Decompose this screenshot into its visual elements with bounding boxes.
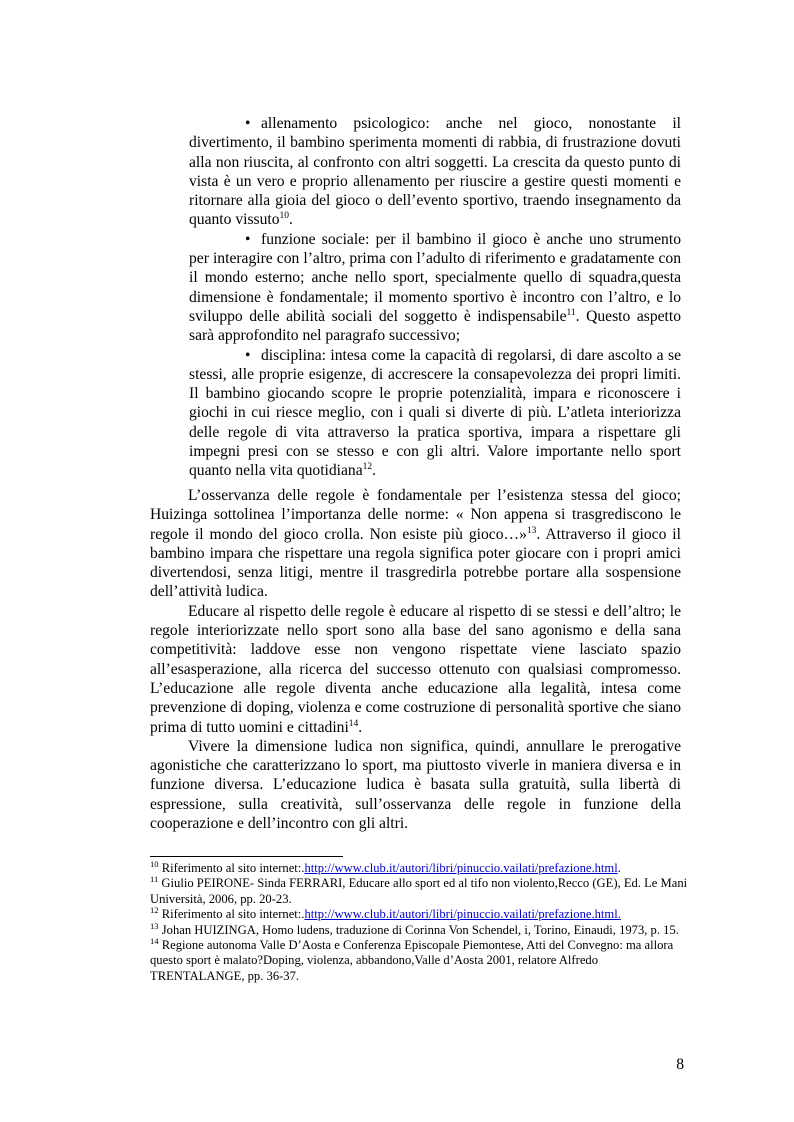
footnote-text-end: . [617,861,621,875]
footnote-text: Giulio PEIRONE- Sinda FERRARI, Educare allo sport ed al tifo non violento,Recco (GE), Ed. Le Mani Università, 2006, pp. 20-23. [150,876,688,906]
bullet-item-psychological-training [189,114,681,230]
bullet-text: disciplina: intesa come la capacità di regolarsi, di dare ascolto a se stessi, alle proprie esigenze, di accrescere la consapevolezza dei propri limiti. Il bambino giocando scopre le proprie potenzialità, impara e riconoscere i giochi in cui riesce meglio, con i quali si diverte di più. L’atleta interiorizza delle regole di vita attraverso la pratica sportiva, impara a rispettare gli impegni presi con se stesso e con gli altri. Valore importante nello sport quanto nella vita quotidiana [189,346,681,480]
bullet-text: allenamento psicologico: anche nel gioco, nonostante il divertimento, il bambino sperimenta momenti di rabbia, di frustrazione dovuti alla non riuscita, al confronto con altri soggetti. La crescita da questo punto di vista è un vero e proprio allenamento per riuscire a gestire questi momenti e ritornare alla gioia del gioco o dell’evento sportivo, traendo insegnamento da quanto vissuto [189,115,681,229]
footnote-reference: 12 [362,462,373,473]
bullet-text-end: . Questo aspetto sarà approfondito nel paragrafo successivo; [189,307,681,345]
footnote-text: Regione autonoma Valle D’Aosta e Conferenza Episcopale Piemontese, Atti del Convegno: ma allora questo sport è malato?Doping, violenza, abbandono,Valle d’Aosta 2001, relatore Alfredo TRENTALANGE, pp. 36-37. [150,938,674,983]
footnote-text: Riferimento al sito internet:. [158,907,305,922]
footnote-link[interactable]: http://www.club.it/autori/libri/pinuccio.vailati/prefazione.html. [304,907,621,922]
footnote-separator [150,856,343,857]
bullet-text-end: . [372,462,377,480]
footnote-13 [150,920,690,938]
paragraph-text: Educare al rispetto delle regole è educare al rispetto di se stessi e dell’altro; le regole interiorizzate nello sport sono alla base del sano agonismo e della sana competitività: laddove esse non vengono rispettate viene lasciato spazio all’esasperazione, alla ricerca del successo ottenuto con qualsiasi compromesso. L’educazione alle regole diventa anche educazione alla legalità, intesa come prevenzione di doping, violenza e come costruzione di personalità sportive che siano prima di tutto uomini e cittadini [150,602,681,736]
footnote-number: 14 [150,936,159,947]
footnote-14 [150,938,690,984]
paragraph-text: L’osservanza delle regole è fondamentale per l’esistenza stessa del gioco; Huizinga sottolinea l’importanza delle norme: « Non appena si trasgrediscono le regole il mondo del gioco crolla. Non esiste più gioco…» [150,487,681,543]
bullet-item-discipline [189,346,681,481]
paragraph-educating-respect [150,602,681,737]
footnote-link[interactable]: http://www.club.it/autori/libri/pinuccio.vailati/prefazione.html [304,861,618,875]
paragraph-ludic-dimension [150,737,681,833]
footnote-text: Johan HUIZINGA, Homo ludens, traduzione di Corinna Von Schendel, i, Torino, Einaudi, 1973, p. 15. [158,922,679,937]
footnote-reference: 11 [566,307,576,318]
footnotes [150,861,690,984]
footnote-reference: 13 [526,525,537,536]
footnote-reference: 10 [279,211,290,222]
paragraph-rules-observance [150,486,681,602]
footnote-number: 13 [150,920,159,931]
footnote-12 [150,907,690,922]
bullet-text-end: . [289,211,293,229]
body-paragraphs [150,486,681,833]
bullet-list [189,114,681,481]
footnote-number: 10 [150,859,159,869]
paragraph-text-end: . Attraverso il gioco il bambino impara che rispettare una regola significa poter giocare con i propri amici divertendosi, senza litigi, mentre il trasgredirla potrebbe portare alla sospensione dell’attività ludica. [150,525,681,601]
paragraph-text: Vivere la dimensione ludica non significa, quindi, annullare le prerogative agonistiche che caratterizzano lo sport, ma piuttosto viverle in maniera diversa e in funzione diversa. L’educazione ludica è basata sulla gratuità, sulla libertà di espressione, sulla creatività, sull’osservanza delle regole in funzione della cooperazione e dell’incontro con gli altri. [150,737,681,833]
footnote-reference: 14 [348,718,359,729]
page-number: 8 [676,1056,684,1073]
bullet-text: funzione sociale: per il bambino il gioco è anche uno strumento per interagire con l’altro, prima con l’adulto di riferimento e gradatamente con il mondo esterno; anche nello sport, specialmente quello di squadra,questa dimensione è fondamentale; il momento sportivo è incontro con l’altro, e lo sviluppo delle abilità sociali del soggetto è indispensabile [189,230,681,325]
footnote-11 [150,876,690,907]
bullet-dot-icon: • [245,115,251,132]
paragraph-text-end: . [358,718,363,736]
bullet-dot-icon: • [245,230,251,248]
footnote-number: 12 [150,905,159,916]
bullet-item-social-function [189,230,681,346]
footnote-text: Riferimento al sito internet:. [158,861,305,875]
bullet-dot-icon: • [245,346,251,364]
footnote-10 [150,861,690,876]
footnote-number: 11 [150,874,159,885]
